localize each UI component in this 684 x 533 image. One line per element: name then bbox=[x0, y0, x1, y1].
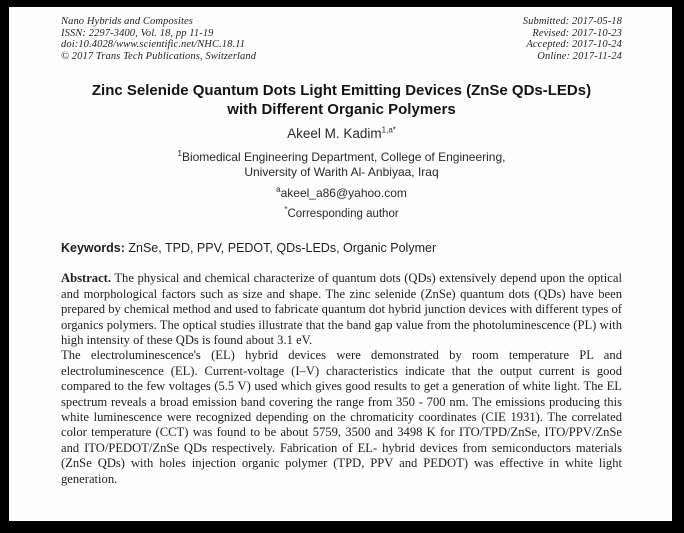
corresponding-author-note bbox=[61, 205, 622, 221]
abstract-paragraph-2: The electroluminescence's (EL) hybrid devices were demonstrated by room temperature PL and electroluminescence (EL). Current-voltage (I–V) characteristics indicate that the output current is good compared to the few voltages (5.5 V) used which gives good results to get a generation of white light. The EL spectrum reveals a broad emission band covering the range from 350 - 700 nm. The emissions producing this white luminescence were recognized depending on the chromaticity coordinates (CIE 1931). The correlated color temperature (CCT) was found to be about 5759, 3500 and 3498 K for ITO/TPD/ZnSe, ITO/PPV/ZnSe and ITO/PEDOT/ZnSe QDs respectively. Fabrication of EL- hybrid devices from semiconductors materials (ZnSe QDs) with holes injection organic polymer (TPD, PPV and PEDOT) was effective in white light generation. bbox=[61, 348, 622, 486]
author-email bbox=[61, 186, 622, 200]
author-line bbox=[61, 126, 622, 141]
paper-page bbox=[9, 7, 672, 521]
abstract-section bbox=[61, 271, 622, 487]
affiliation-superscript: 1 bbox=[177, 149, 182, 159]
journal-info bbox=[61, 16, 256, 62]
journal-name: Nano Hybrids and Composites bbox=[61, 16, 193, 27]
date-submitted: Submitted: 2017-05-18 bbox=[522, 16, 622, 27]
journal-copyright: © 2017 Trans Tech Publications, Switzerland bbox=[61, 50, 257, 62]
author-name: Akeel M. Kadim bbox=[287, 126, 382, 142]
page-header bbox=[61, 16, 622, 62]
keywords-text: ZnSe, TPD, PPV, PEDOT, QDs-LEDs, Organic Polymer bbox=[124, 241, 437, 256]
abstract-label: Abstract. bbox=[61, 271, 112, 286]
abstract-paragraph-1: Abstract. The physical and chemical characterize of quantum dots (QDs) extensively depend upon the optical and morphological factors such as size and shape. The zinc selenide (ZnSe) quantum dots (QDs) have been prepared by chemical method and used to fabricate quantum dot hybrid junction devices with different types of organics polymers. The optical studies illustrate that the band gap value from the photoluminescence (PL) with high intensity of these QDs is found about 3.1 eV. bbox=[61, 271, 622, 347]
paper-title-line2: with Different Organic Polymers bbox=[227, 101, 456, 119]
paper-title-line1: Zinc Selenide Quantum Dots Light Emitting Devices (ZnSe QDs-LEDs) bbox=[91, 82, 592, 100]
affiliation bbox=[61, 150, 622, 179]
date-accepted: Accepted: 2017-10-24 bbox=[526, 39, 622, 51]
journal-issn-volume: ISSN: 2297-3400, Vol. 18, pp 11-19 bbox=[61, 27, 214, 39]
affiliation-line2: University of Warith Al- Anbiyaa, Iraq bbox=[244, 164, 439, 179]
email-superscript: a bbox=[276, 185, 281, 195]
date-revised: Revised: 2017-10-23 bbox=[532, 27, 622, 39]
journal-doi: doi:10.4028/www.scientific.net/NHC.18.11 bbox=[61, 39, 246, 51]
keywords-label: Keywords: bbox=[61, 241, 125, 256]
date-online: Online: 2017-11-24 bbox=[537, 50, 622, 62]
paper-title bbox=[61, 81, 622, 119]
corresponding-superscript: * bbox=[284, 205, 288, 215]
affiliation-line1: $^1$Biomedical Engineering Department, College of Engineering, bbox=[177, 149, 506, 165]
corresponding-text: Corresponding author bbox=[287, 208, 399, 221]
email-text: akeel_a86@yahoo.com bbox=[280, 186, 407, 201]
author-superscript: 1,a* bbox=[381, 125, 396, 135]
keywords-line bbox=[61, 241, 622, 255]
submission-dates bbox=[523, 16, 622, 62]
